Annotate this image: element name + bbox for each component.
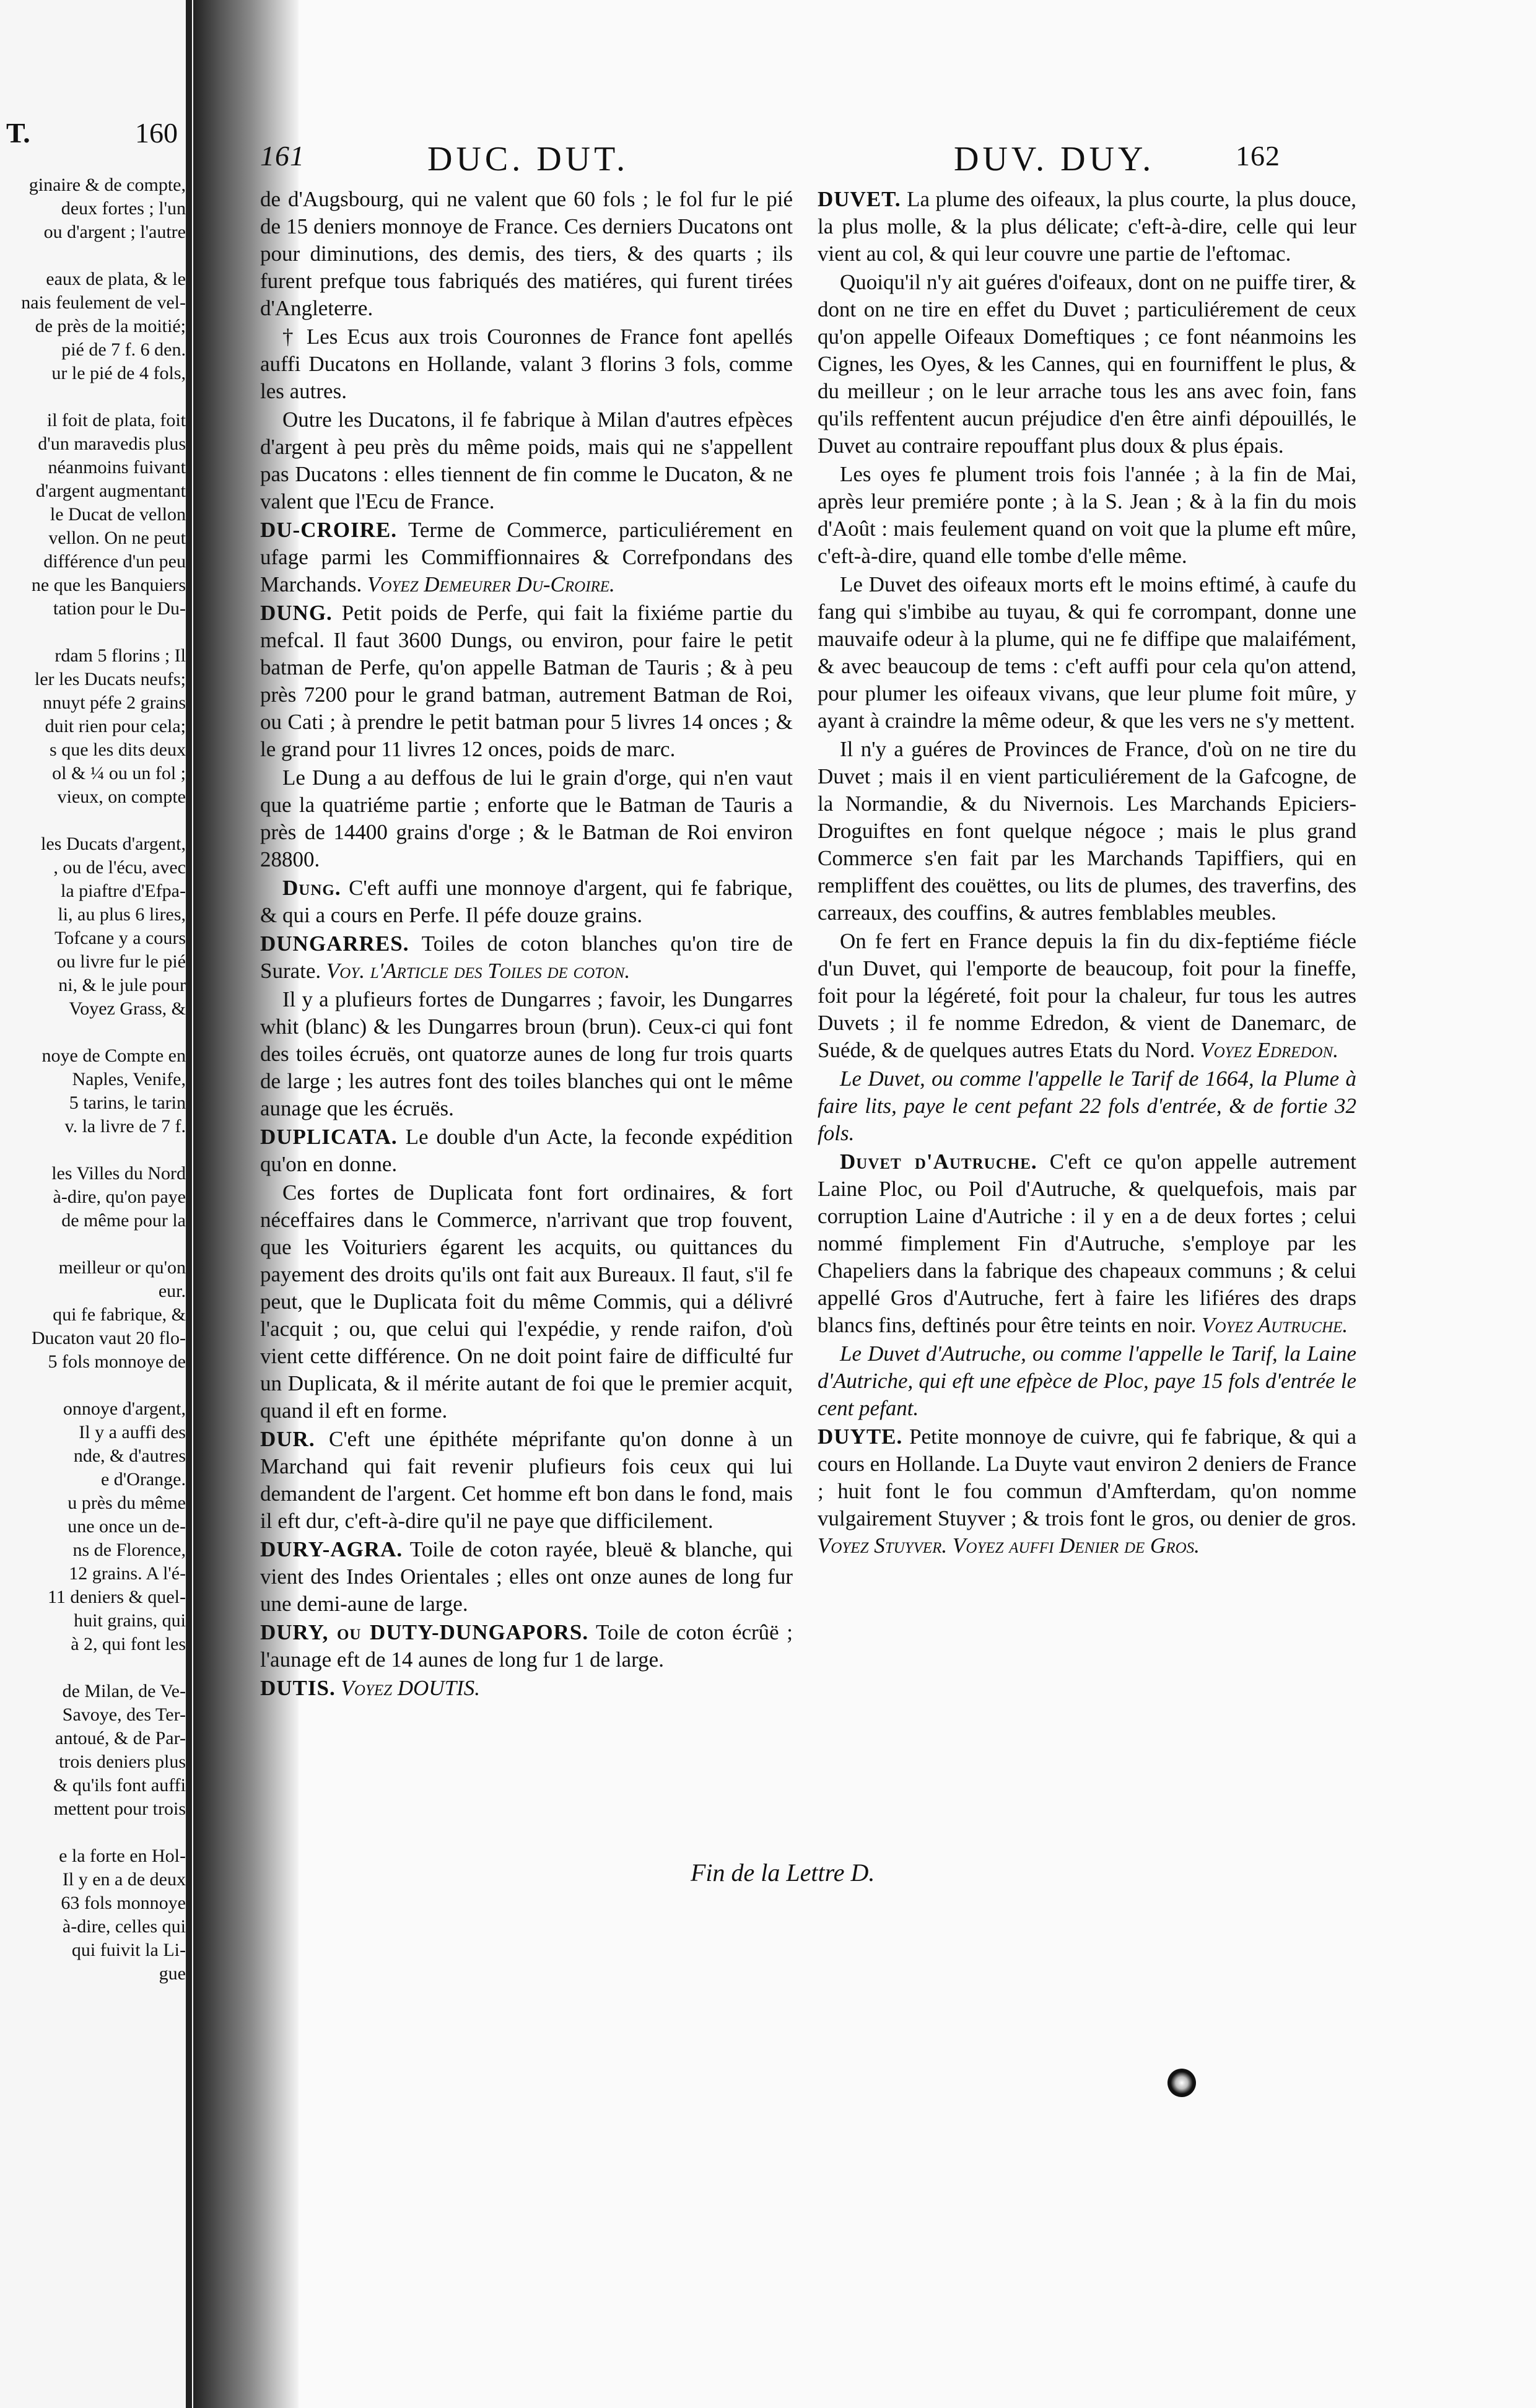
left-fragment-line: ne que les Banquiers	[31, 575, 186, 595]
left-fragment-line: rdam 5 florins ; Il	[55, 645, 186, 666]
left-fragment-line: ginaire & de compte,	[28, 175, 186, 195]
header-title-left: DUC. DUT.	[427, 140, 629, 178]
left-fragment-line: Il y en a de deux	[62, 1869, 186, 1890]
left-fragment-line: duit rien pour cela;	[45, 716, 186, 736]
left-fragment-line: 11 deniers & quel-	[48, 1587, 186, 1607]
left-fragment-line: nais feulement de vel-	[21, 292, 186, 313]
running-header	[260, 139, 1363, 183]
header-title-right: DUV. DUY.	[954, 140, 1155, 178]
dictionary-entry	[260, 517, 793, 598]
entry-text: Le double d'un Acte, la feconde expédition qu'on en donne.	[260, 1125, 793, 1176]
left-fragment-line: Savoye, des Ter-	[62, 1704, 186, 1725]
left-fragment-line: li, au plus 6 lires,	[58, 904, 186, 925]
left-fragment-line: les Ducats d'argent,	[41, 834, 186, 854]
entry-text: † Les Ecus aux trois Couronnes de France font apellés auffi Ducatons en Hollande, valant 3 florins 3 fols, comme les autres.	[260, 325, 793, 403]
page-number-right: 162	[1236, 140, 1280, 172]
page-number-left: 161	[260, 140, 305, 172]
entry-text: de d'Augsbourg, qui ne valent que 60 fols ; le fol fur le pié de 15 deniers monnoye de France. Ces derniers Ducatons ont pour diminutions, des demis, des tiers, & des quarts ; ils furent prefque tous fabriqués des matiéres, qui furent tirées d'Angleterre.	[260, 187, 793, 320]
dictionary-entry	[260, 600, 793, 763]
left-page-number: 160	[135, 117, 178, 149]
entry-term: DUPLICATA.	[260, 1125, 398, 1149]
dictionary-entry	[260, 764, 793, 873]
left-fragment-line: ou d'argent ; l'autre	[43, 222, 186, 242]
left-fragment-line: Tofcane y a cours	[55, 928, 186, 948]
entry-text: Le Dung a au deffous de lui le grain d'orge, qui n'en vaut que la quatriéme partie ; enforte que le Batman de Tauris a près de 14400 grains d'orge ; & le Batman de Roi environ 28800.	[260, 766, 793, 871]
left-fragment-line: il foit de plata, foit	[46, 410, 186, 430]
entry-term: DUNG.	[260, 601, 333, 625]
dictionary-entry	[818, 461, 1356, 570]
left-text-fragments	[0, 173, 190, 1986]
dictionary-entry	[818, 1148, 1356, 1339]
left-fragment-line: une once un de-	[68, 1516, 186, 1537]
entry-term: DUR.	[260, 1427, 315, 1451]
left-fragment-line: antoué, & de Par-	[55, 1728, 186, 1748]
left-fragment-line: Naples, Venife,	[72, 1069, 186, 1089]
left-fragment-line: vellon. On ne peut	[48, 528, 186, 548]
left-fragment-line: & qu'ils font auffi	[53, 1775, 186, 1795]
left-fragment-line: d'un maravedis plus	[38, 434, 186, 454]
dictionary-entry	[260, 930, 793, 985]
left-fragment-line: mettent pour trois	[53, 1799, 186, 1819]
left-fragment-line: à-dire, celles qui	[62, 1916, 186, 1937]
dictionary-entry	[818, 1340, 1356, 1422]
dictionary-entry	[818, 736, 1356, 927]
left-fragment-line: tation pour le Du-	[53, 598, 186, 619]
entry-term: DUYTE.	[818, 1424, 903, 1449]
left-fragment-line	[0, 621, 186, 644]
left-fragment-line: meilleur or qu'on	[58, 1257, 186, 1278]
entry-text: La plume des oifeaux, la plus courte, la plus douce, la plus molle, & la plus délicate; c'eft-à-dire, celle qui leur vient au col, & qui leur couvre une partie de l'eftomac.	[818, 187, 1356, 266]
left-fragment-line	[0, 1656, 186, 1680]
entry-cross-reference: Voyez Autruche.	[1196, 1313, 1348, 1337]
entry-text: Le Duvet des oifeaux morts eft le moins eftimé, à caufe du fang qui s'imbibe au tuyau, & qui fe corrompant, donne une mauvaife odeur à la plume, qui ne fe diffipe que malaifément, & avec beaucoup de tems : c'eft auffi pour cela qu'on attend, pour plumer les oifeaux vivans, que leur plume foit mûre, y ayant à craindre la même odeur, & que les vers ne s'y mettent.	[818, 572, 1356, 733]
left-fragment-line: de Milan, de Ve-	[62, 1681, 186, 1701]
entry-text: Il y a plufieurs fortes de Dungarres ; favoir, les Dungarres whit (blanc) & les Dungarres broun (brun). Ceux-ci qui font des toiles écruës, ont quatorze aunes de long fur trois quarts de large ; les autres font des toiles blanches qui ont le même aunage que les écruës.	[260, 987, 793, 1120]
text-column-left	[260, 186, 793, 1703]
dictionary-entry	[260, 986, 793, 1122]
left-fragment-line	[0, 1232, 186, 1256]
left-fragment-line: s que les dits deux	[50, 739, 186, 760]
entry-text: C'eft ce qu'on appelle autrement Laine Ploc, ou Poil d'Autruche, & quelquefois, mais par corruption Laine d'Autriche : il y en a de deux fortes ; celui nommé fimplement Fin d'Autruche, s'employe par les Chapeliers dans la fabrique des chapeaux communs ; & celui appellé Gros d'Autruche, fert à faire les lifiéres des draps blancs fins, deftinés pour être teints en noir.	[818, 1149, 1356, 1337]
left-fragment-line: à-dire, qu'on paye	[53, 1187, 186, 1207]
left-fragment-line: nnuyt péfe 2 grains	[43, 692, 186, 713]
dictionary-entry	[818, 1423, 1356, 1560]
left-fragment-line: eaux de plata, & le	[46, 269, 186, 289]
left-fragment-line: Voyez Grass, &	[69, 998, 186, 1019]
left-fragment-line: ur le pié de 4 fols,	[51, 363, 186, 383]
left-fragment-line: noye de Compte en	[41, 1045, 186, 1066]
left-fragment-line: de près de la moitié;	[35, 316, 186, 336]
entry-text: Quoiqu'il n'y ait guéres d'oifeaux, dont on ne puiffe tirer, & dont on ne tire en effet du Duvet ; particuliérement de ceux qu'on appelle Oifeaux Domeftiques ; ce font néanmoins les Cignes, les Oyes, & les Cannes, qui en fourniffent le plus, & du meilleur ; on le leur arrache tous les ans avec foin, fans qu'ils reffentent aucun préjudice d'en être ainfi dépouillés, le Duvet au contraire repouffant plus doux & plus épais.	[818, 270, 1356, 458]
left-fragment-line	[0, 1374, 186, 1397]
left-fragment-line: le Ducat de vellon	[50, 504, 186, 525]
left-fragment-line	[0, 1138, 186, 1162]
entry-text: Terme de Commerce, particuliérement en ufage parmi les Commiffionnaires & Correfpondans des Marchands.	[260, 518, 793, 596]
left-fragment-line: 12 grains. A l'é-	[69, 1563, 186, 1584]
dictionary-entry	[260, 1536, 793, 1618]
left-fragment-line: qui fuivit la Li-	[71, 1940, 186, 1960]
end-of-letter-note: Fin de la Lettre D.	[691, 1859, 875, 1887]
entry-cross-reference: Voyez DOUTIS.	[335, 1676, 480, 1700]
entry-term: Dung.	[282, 876, 341, 900]
left-fragment-line: 5 fols monnoye de	[48, 1351, 186, 1372]
left-fragment-line: ns de Florence,	[72, 1540, 186, 1560]
left-fragment-line: , ou de l'écu, avec	[53, 857, 186, 878]
left-fragment-line: onnoye d'argent,	[63, 1398, 186, 1419]
left-fragment-line: les Villes du Nord	[51, 1163, 186, 1184]
dictionary-entry	[818, 269, 1356, 460]
entry-text: Ces fortes de Duplicata font fort ordinaires, & fort néceffaires dans le Commerce, n'arrivant que trop fouvent, que les Voituriers égarent les acquits, ou quittances du payement des droits qu'ils ont fait aux Bureaux. Il faut, s'il fe peut, que le Duplicata foit du même Commis, qui a délivré l'acquit ; ou, que celui qui l'expédie, y rende raifon, d'où vient cette différence. On ne doit point faire de difficulté fur un Duplicata, & il mérite autant de foi que le premier acquit, quand il eft en forme.	[260, 1180, 793, 1423]
left-fragment-line: e la forte en Hol-	[59, 1846, 186, 1866]
dictionary-entry	[818, 186, 1356, 268]
entry-cross-reference: Voyez Demeurer Du-Croire.	[362, 572, 615, 596]
dictionary-entry	[260, 1123, 793, 1178]
left-fragment-line: pié de 7 f. 6 den.	[61, 339, 186, 360]
left-fragment-line: 5 tarins, le tarin	[69, 1093, 186, 1113]
binding-edge	[186, 0, 192, 2408]
entry-term: DURY-AGRA.	[260, 1537, 403, 1561]
entry-term: DUVET.	[818, 187, 901, 211]
entry-cross-reference: Voyez Edredon.	[1195, 1038, 1338, 1062]
left-fragment-line: la piaftre d'Efpa-	[61, 881, 186, 901]
left-fragment-line: eur.	[158, 1281, 186, 1301]
left-fragment-line	[0, 244, 186, 268]
left-fragment-line	[0, 809, 186, 832]
entry-text: C'eft une épithéte méprifante qu'on donne à un Marchand qui fait revenir plufieurs fois ceux qui lui demandent de l'argent. Cet homme eft bon dans le fond, mais il eft dur, c'eft-à-dire qu'il ne paye que difficilement.	[260, 1427, 793, 1533]
dictionary-entry	[818, 928, 1356, 1064]
left-fragment-line: Ducaton vaut 20 flo-	[31, 1328, 186, 1348]
left-fragment-line: gue	[159, 1963, 186, 1984]
dictionary-entry	[260, 406, 793, 515]
dictionary-entry	[260, 186, 793, 322]
entry-term: DUNGARRES.	[260, 931, 409, 956]
left-fragment-line: différence d'un peu	[43, 551, 186, 572]
left-fragment-line: v. la livre de 7 f.	[64, 1116, 186, 1136]
entry-text: Il n'y a guéres de Provinces de France, d'où on ne tire du Duvet ; mais il en vient particuliérement de la Gafcogne, de la Normandie, & du Nivernois. Les Marchands Epiciers-Droguiftes en font quelque négoce ; mais le plus grand Commerce s'en fait par les Marchands Tapiffiers, qui en rempliffent des couëttes, ou lits de plumes, des traverfins, des carreaux, des couffins, & autres femblables meubles.	[818, 737, 1356, 925]
left-fragment-line: Il y a auffi des	[79, 1422, 186, 1442]
left-fragment-line: e d'Orange.	[100, 1469, 186, 1490]
left-fragment-line: deux fortes ; l'un	[61, 198, 186, 219]
entry-tariff-note: Le Duvet d'Autruche, ou comme l'appelle le Tarif, la Laine d'Autriche, qui eft une efpèce de Ploc, paye 15 fols d'entrée le cent pefant.	[818, 1341, 1356, 1420]
entry-text: C'eft auffi une monnoye d'argent, qui fe fabrique, & qui a cours en Perfe. Il péfe douze grains.	[260, 876, 793, 927]
right-page	[260, 0, 1517, 2408]
entry-term: DURY, ou DUTY-DUNGAPORS.	[260, 1620, 589, 1644]
entry-text: Petite monnoye de cuivre, qui fe fabrique, & qui a cours en Hollande. La Duyte vaut environ 2 deniers de France ; huit font le fou commun d'Amfterdam, qu'on nomme vulgairement Stuyver ; & trois font le gros, ou denier de gros.	[818, 1424, 1356, 1530]
entry-text: Les oyes fe plument trois fois l'année ; à la fin de Mai, après leur premiére ponte ; à la S. Jean ; & à la fin du mois d'Août : mais feulement quand on voit que la plume eft mûre, c'eft-à-dire, quand elle tombe d'elle même.	[818, 462, 1356, 568]
left-fragment-line: nde, & d'autres	[73, 1446, 186, 1466]
left-fragment-line: néanmoins fuivant	[48, 457, 186, 478]
entry-text: Toiles de coton blanches qu'on tire de Surate.	[260, 931, 793, 983]
ornament-dot	[1167, 2069, 1196, 2097]
left-fragment-line: u près du même	[68, 1493, 186, 1513]
left-fragment-line: à 2, qui font les	[71, 1634, 186, 1654]
left-fragment-line: huit grains, qui	[74, 1610, 186, 1631]
entry-text: Toile de coton écrûë ; l'aunage eft de 14 aunes de long fur 1 de large.	[260, 1620, 793, 1672]
entry-cross-reference: Voyez Stuyver. Voyez auffi Denier de Gros.	[818, 1533, 1200, 1558]
dictionary-entry	[260, 1179, 793, 1424]
left-fragment-line: vieux, on compte	[57, 787, 186, 807]
dictionary-entry	[260, 323, 793, 405]
left-fragment-line: ni, & le jule pour	[58, 975, 186, 995]
dictionary-entry	[260, 875, 793, 929]
entry-term: DUTIS.	[260, 1676, 336, 1700]
left-fragment-line: 63 fols monnoye	[61, 1893, 186, 1913]
dictionary-entry	[260, 1426, 793, 1535]
entry-cross-reference: Voy. l'Article des Toiles de coton.	[321, 959, 631, 983]
entry-tariff-note: Le Duvet, ou comme l'appelle le Tarif de 1664, la Plume à faire lits, paye le cent pefant 22 fols d'entrée, & de fortie 32 fols.	[818, 1067, 1356, 1145]
entry-text: On fe fert en France depuis la fin du dix-feptiéme fiécle d'un Duvet, qui l'emporte de beaucoup, foit pour la fineffe, foit pour la légéreté, foit pour la chaleur, fur tous les autres Duvets ; il fe nomme Edredon, & vient de Danemarc, de Suéde, & de quelques autres Etats du Nord.	[818, 929, 1356, 1062]
text-column-right	[818, 186, 1356, 1561]
dictionary-entry	[260, 1619, 793, 1673]
entry-term: Duvet d'Autruche.	[840, 1149, 1037, 1174]
dictionary-entry	[818, 571, 1356, 735]
entry-text: Toile de coton rayée, bleuë & blanche, qui vient des Indes Orientales ; elles ont onze aunes de long fur une demi-aune de large.	[260, 1537, 793, 1616]
left-fragment-line	[0, 385, 186, 409]
left-fragment-line: qui fe fabrique, &	[53, 1304, 186, 1325]
left-page-fragment	[0, 0, 192, 2408]
left-fragment-line: de même pour la	[61, 1210, 186, 1231]
left-fragment-line: ol & ¼ ou un fol ;	[52, 763, 186, 783]
dictionary-entry	[818, 1065, 1356, 1147]
entry-text: Outre les Ducatons, il fe fabrique à Milan d'autres efpèces d'argent à peu près du même poids, mais qui ne s'appellent pas Ducatons : elles tiennent de fin comme le Ducaton, & ne valent que l'Ecu de France.	[260, 408, 793, 513]
left-fragment-line: trois deniers plus	[59, 1751, 186, 1772]
left-fragment-line	[0, 1021, 186, 1044]
left-fragment-line	[0, 1821, 186, 1844]
left-header-letter: T.	[6, 117, 30, 149]
left-fragment-line: d'argent augmentant	[35, 481, 186, 501]
dictionary-entry	[260, 1675, 793, 1702]
entry-text: Petit poids de Perfe, qui fait la fixiéme partie du mefcal. Il faut 3600 Dungs, ou environ, pour faire le petit batman de Perfe, qu'on appelle Batman de Tauris ; & à peu près 7200 pour le grand batman, autrement Batman de Roi, ou Cati ; à prendre le petit batman pour 5 livres 14 onces ; & le grand pour 11 livres 12 onces, poids de marc.	[260, 601, 793, 761]
entry-term: DU-CROIRE.	[260, 518, 397, 542]
left-fragment-line: ou livre fur le pié	[56, 951, 186, 972]
left-fragment-line: ler les Ducats neufs;	[34, 669, 186, 689]
